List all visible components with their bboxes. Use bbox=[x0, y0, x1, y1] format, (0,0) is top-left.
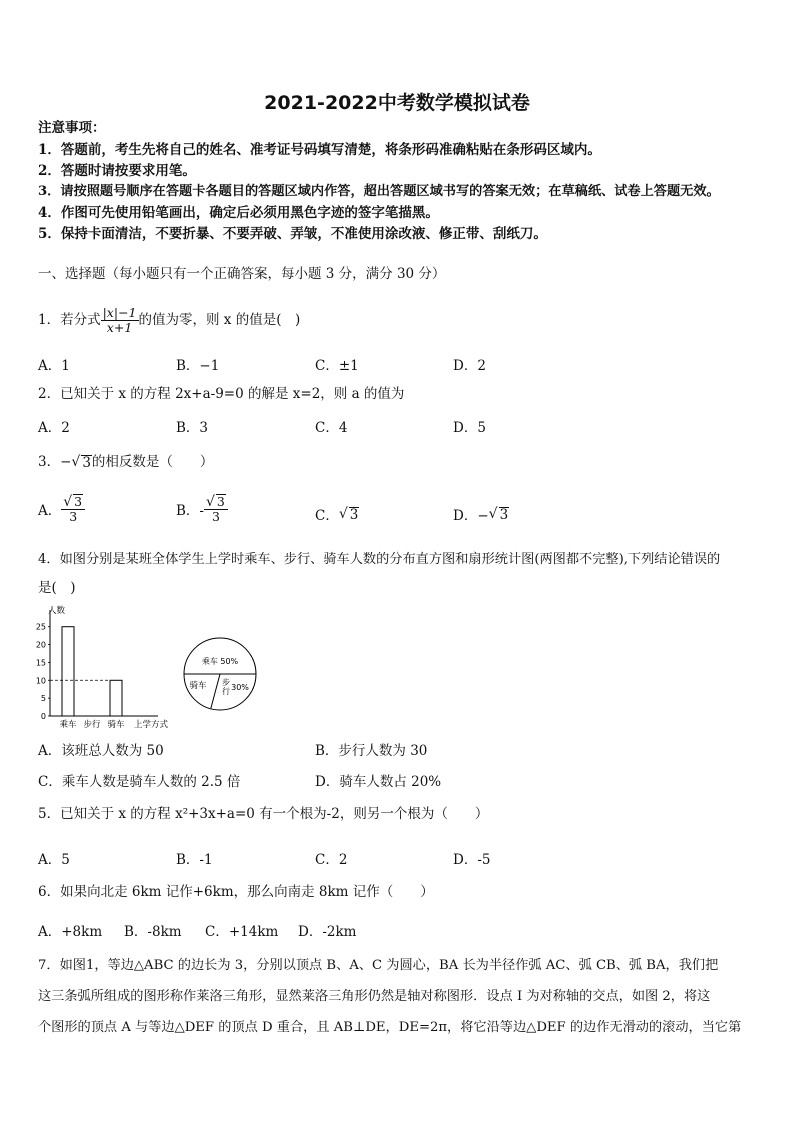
question-4-line2: 是( ) bbox=[38, 580, 76, 596]
q2-option-a[interactable]: A．2 bbox=[38, 420, 70, 436]
q6-option-a[interactable]: A．+8km bbox=[38, 924, 103, 940]
y-tick-label: 5 bbox=[40, 694, 46, 704]
question-3 bbox=[38, 452, 213, 472]
q3-b-fraction bbox=[204, 494, 228, 524]
sqrt-icon: √ bbox=[63, 494, 73, 510]
q6-option-c[interactable]: C．+14km bbox=[205, 924, 279, 940]
notice-item: 1．答题前，考生先将自己的姓名、准考证号码填写清楚，将条形码准确粘贴在条形码区域内。 bbox=[38, 142, 601, 158]
pie-label-walk-2: 行 bbox=[222, 687, 230, 696]
bar-骑车 bbox=[110, 680, 122, 716]
sqrt-icon: √ bbox=[338, 506, 348, 522]
q1-suffix: 的值为零，则 x 的值是( ) bbox=[138, 312, 301, 328]
q1-frac-den: x+1 bbox=[106, 319, 133, 335]
q3-option-a[interactable] bbox=[38, 494, 85, 524]
pie-divider-slice bbox=[211, 674, 220, 708]
q3-d-rad: 3 bbox=[499, 506, 509, 523]
q3-a-fraction bbox=[61, 494, 85, 524]
x-tick-label: 骑车 bbox=[107, 720, 125, 730]
q4-option-b[interactable]: B．步行人数为 30 bbox=[315, 743, 428, 759]
q5-option-d[interactable]: D．-5 bbox=[453, 852, 491, 868]
y-tick-label: 10 bbox=[35, 676, 46, 686]
notice-item: 3．请按照题号顺序在答题卡各题目的答题区域内作答，超出答题区域书写的答案无效；在草稿纸、试卷上答题无效。 bbox=[38, 184, 720, 199]
q3-radicand: 3 bbox=[82, 454, 91, 471]
q3-c-rad: 3 bbox=[349, 506, 359, 523]
q3-b-den: 3 bbox=[211, 509, 220, 524]
y-tick-label: 25 bbox=[35, 622, 46, 632]
question-1 bbox=[38, 300, 300, 340]
q5-option-a[interactable]: A．5 bbox=[38, 852, 70, 868]
x-axis-label: 上学方式 bbox=[134, 720, 169, 730]
q4-option-a[interactable]: A．该班总人数为 50 bbox=[38, 743, 164, 759]
q1-option-c[interactable]: C．±1 bbox=[315, 358, 359, 374]
q3-option-d[interactable] bbox=[453, 504, 509, 524]
q5-option-c[interactable]: C．2 bbox=[315, 852, 348, 868]
q1-prefix: 1．若分式 bbox=[38, 312, 101, 328]
q3-a-num: 3 bbox=[74, 494, 83, 509]
q1-option-a[interactable]: A．1 bbox=[38, 358, 70, 374]
q1-option-b[interactable]: B．−1 bbox=[176, 358, 220, 374]
question-7-line: 个图形的顶点 A 与等边△DEF 的顶点 D 重合，且 AB⊥DE，DE=2π，将它沿等边△DEF 的边作无滑动的滚动，当它第 bbox=[38, 1020, 742, 1035]
q3-option-c[interactable] bbox=[315, 504, 359, 524]
q2-option-b[interactable]: B．3 bbox=[176, 420, 209, 436]
q5-option-b[interactable]: B．-1 bbox=[176, 852, 213, 868]
question-6: 6．如果向北走 6km 记作+6km，那么向南走 8km 记作（ ） bbox=[38, 884, 434, 900]
q4-option-c[interactable]: C．乘车人数是骑车人数的 2.5 倍 bbox=[38, 774, 241, 790]
question-7-line: 7．如图1，等边△ABC 的边长为 3，分别以顶点 B、A、C 为圆心，BA 长为半径作弧 AC、弧 CB、弧 BA，我们把 bbox=[38, 958, 719, 973]
q3-c-label: C． bbox=[315, 508, 339, 524]
pie-chart bbox=[178, 636, 262, 712]
q2-option-c[interactable]: C．4 bbox=[315, 420, 348, 436]
pie-label-walk-1: 步 bbox=[222, 678, 230, 687]
notice-item: 4．作图可先使用铅笔画出，确定后必须用黑色字迹的签字笔描黑。 bbox=[38, 205, 439, 221]
q2-option-d[interactable]: D．5 bbox=[453, 420, 486, 436]
sqrt-icon: √ bbox=[488, 506, 498, 522]
q3-a-den: 3 bbox=[69, 509, 78, 524]
question-4-line1: 4．如图分别是某班全体学生上学时乘车、步行、骑车人数的分布直方图和扇形统计图(两图都不完整),下列结论错误的 bbox=[38, 552, 721, 567]
bar-乘车 bbox=[62, 627, 74, 716]
x-tick-label: 步行 bbox=[83, 720, 101, 730]
question-2: 2．已知关于 x 的方程 2x+a-9=0 的解是 x=2，则 a 的值为 bbox=[38, 386, 405, 402]
q1-option-d[interactable]: D．2 bbox=[453, 358, 486, 374]
pie-label-bike: 骑车 bbox=[189, 681, 207, 691]
q3-d-label: D．− bbox=[453, 508, 489, 524]
q6-option-b[interactable]: B．-8km bbox=[124, 924, 182, 940]
notice-item: 2．答题时请按要求用笔。 bbox=[38, 163, 196, 179]
y-axis-label: 人数 bbox=[48, 606, 66, 616]
pie-label-walk-percent: 30% bbox=[231, 683, 249, 692]
question-5: 5．已知关于 x 的方程 x²+3x+a=0 有一个根为-2，则另一个根为（ ） bbox=[38, 806, 489, 822]
q4-option-d[interactable]: D．骑车人数占 20% bbox=[315, 774, 442, 790]
sqrt-icon: √ bbox=[71, 454, 81, 470]
q3-suffix: 的相反数是（ ） bbox=[91, 454, 214, 470]
q3-b-label: B．- bbox=[176, 503, 204, 519]
q1-fraction bbox=[101, 306, 139, 335]
question-7-line: 这三条弧所组成的图形称作莱洛三角形，显然莱洛三角形仍然是轴对称图形．设点 I 为对称轴的交点，如图 2，将这 bbox=[38, 989, 711, 1004]
y-tick-label: 15 bbox=[35, 658, 46, 668]
q3-prefix: 3．− bbox=[38, 454, 72, 470]
q6-option-d[interactable]: D．-2km bbox=[298, 924, 357, 940]
notice-heading: 注意事项： bbox=[38, 120, 106, 136]
sqrt-icon: √ bbox=[205, 494, 215, 510]
bar-chart bbox=[30, 604, 170, 732]
pie-label-bus: 乘车 50% bbox=[201, 657, 239, 666]
q3-a-label: A． bbox=[38, 503, 62, 519]
notice-item: 5．保持卡面清洁，不要折暴、不要弄破、弄皱，不准使用涂改液、修正带、刮纸刀。 bbox=[38, 226, 547, 242]
q1-frac-num: |x|−1 bbox=[102, 304, 137, 320]
y-tick-label: 20 bbox=[35, 640, 46, 650]
y-tick-label: 0 bbox=[40, 712, 46, 721]
q3-option-b[interactable] bbox=[176, 494, 228, 524]
x-tick-label: 乘车 bbox=[59, 720, 77, 730]
section-heading: 一、选择题（每小题只有一个正确答案，每小题 3 分，满分 30 分） bbox=[38, 266, 446, 282]
q3-b-num: 3 bbox=[216, 494, 225, 509]
page-title: 2021-2022中考数学模拟试卷 bbox=[264, 92, 530, 114]
